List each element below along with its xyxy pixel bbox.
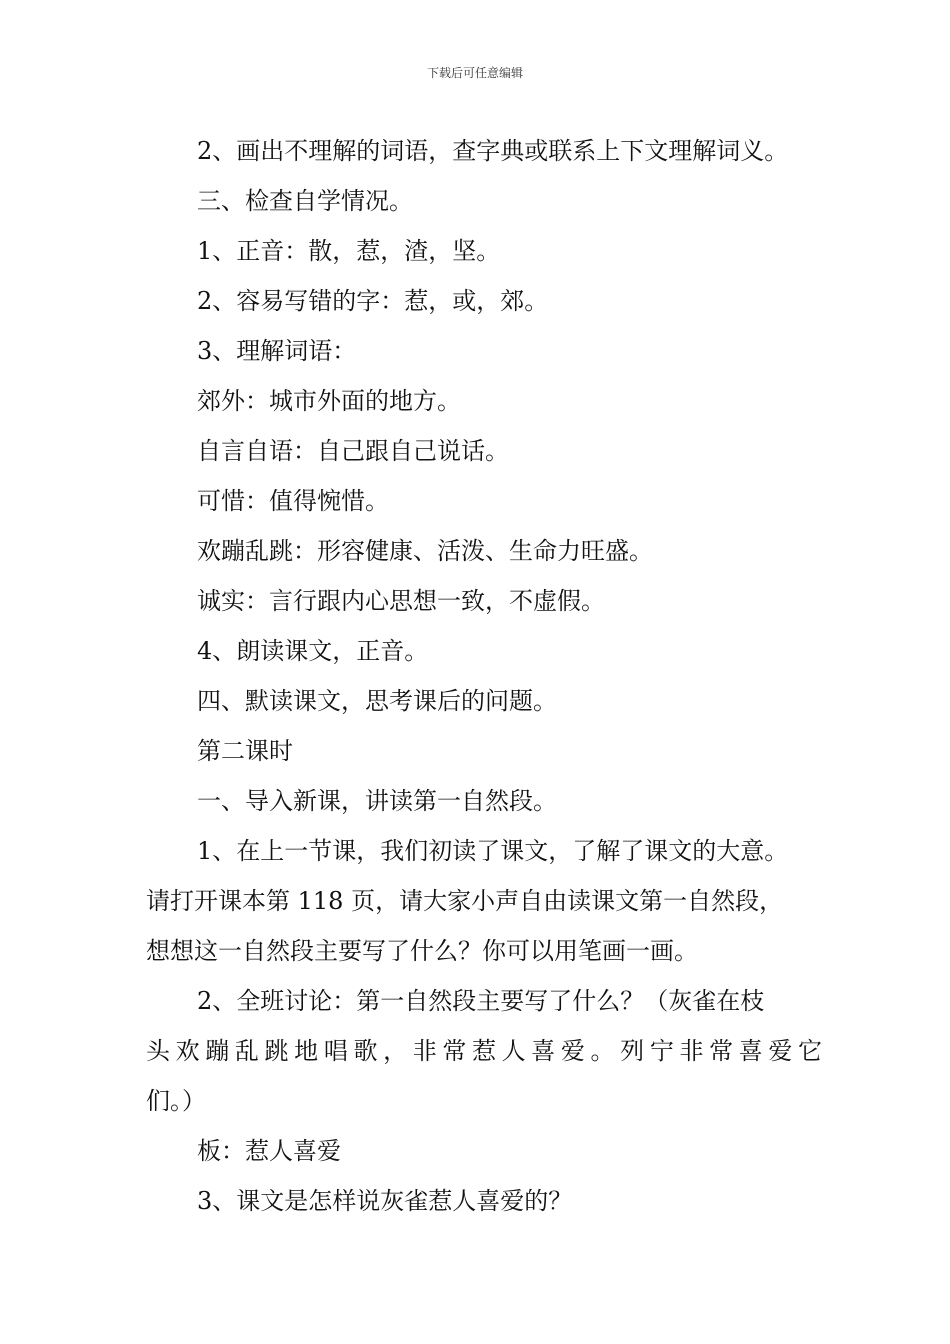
text-line: 请打开课本第 118 页，请大家小声自由读课文第一自然段， <box>146 887 784 915</box>
text-line: 1、在上一节课，我们初读了课文，了解了课文的大意。 <box>197 837 789 865</box>
text-line: 们。） <box>146 1087 206 1115</box>
page-header-note: 下载后可任意编辑 <box>426 66 523 80</box>
section-heading: 一、导入新课，讲读第一自然段。 <box>197 787 557 815</box>
text-line: 3、课文是怎样说灰雀惹人喜爱的？ <box>197 1187 573 1215</box>
board-note: 板：惹人喜爱 <box>197 1137 341 1165</box>
text-line: 2、容易写错的字：惹，或，郊。 <box>197 287 549 315</box>
vocab-item: 可惜：值得惋惜。 <box>197 487 389 515</box>
vocab-item: 自言自语：自己跟自己说话。 <box>197 437 509 465</box>
vocab-item: 诚实：言行跟内心思想一致，不虚假。 <box>197 587 605 615</box>
document-body <box>146 126 836 1226</box>
lesson-title: 第二课时 <box>197 737 293 765</box>
vocab-item: 郊外：城市外面的地方。 <box>197 387 461 415</box>
text-line: 4、朗读课文，正音。 <box>197 637 429 665</box>
section-heading: 四、默读课文，思考课后的问题。 <box>197 687 557 715</box>
text-line: 3、理解词语： <box>197 337 357 365</box>
section-heading: 三、检查自学情况。 <box>197 187 413 215</box>
text-line: 想想这一自然段主要写了什么？你可以用笔画一画。 <box>146 937 698 965</box>
text-line: 2、画出不理解的词语，查字典或联系上下文理解词义。 <box>197 137 789 165</box>
text-line: 2、全班讨论：第一自然段主要写了什么？（灰雀在枝 <box>197 987 765 1015</box>
text-line: 1、正音：散，惹，渣，坚。 <box>197 237 501 265</box>
vocab-item: 欢蹦乱跳：形容健康、活泼、生命力旺盛。 <box>197 537 653 565</box>
text-line: 头欢蹦乱跳地唱歌，非常惹人喜爱。列宁非常喜爱它 <box>146 1037 822 1065</box>
